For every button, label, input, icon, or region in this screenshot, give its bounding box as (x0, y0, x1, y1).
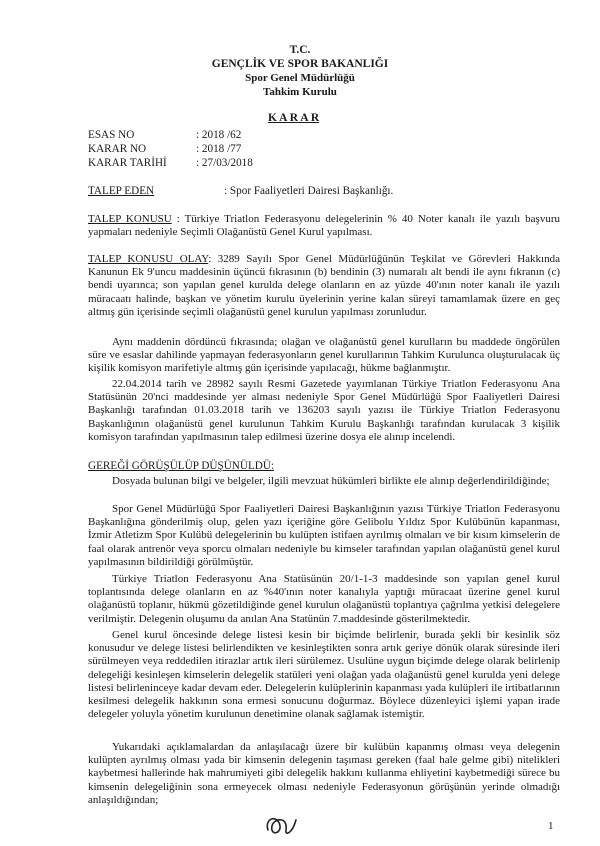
signature-mark (262, 808, 302, 842)
talep-konusu-text: : Türkiye Triatlon Federasyonu delegelerinin % 40 Noter kanalı ile yazılı başvuru yapmaları nedeniyle Seçimli Olağanüstü Genel Kurul yapılması. (88, 213, 560, 239)
karar-tarihi-label: KARAR TARİHİ (88, 157, 167, 169)
gereği-p1: Dosyada bulunan bilgi ve belgeler, ilgili mevzuat hükümleri birlikte ele alınıp değerlendirildiğinde; (112, 475, 550, 487)
karar-no-label: KARAR NO (88, 143, 147, 155)
header-tc: T.C. (289, 44, 311, 56)
olay-p1: : 3289 Sayılı Spor Genel Müdürlüğünün Teşkilat ve Görevleri Hakkında Kanunun Ek 9'uncu maddesinin üçüncü fıkrasının (b) bendinin (3) numaralı alt bendi ile aynı fıkranın (c) bendi uyarınca; son yapılan genel kurulda delege olanların en az yüzde 40'ının noter kanalı ile yazılı müracaatı halinde, başkan ve yönetim kurulu üyelerinin yerine kalan süreyi tamamlamak üzere en geç altmış gün içerisinde seçimli olağanüstü genel kurulun yapılması zorunludur. (88, 253, 560, 318)
talep-konusu-block (88, 213, 560, 239)
olay-block-1 (88, 253, 560, 319)
esas-value: : 2018 /62 (196, 129, 242, 141)
page-number: 1 (548, 820, 554, 832)
gereği-p2: Spor Genel Müdürlüğü Spor Faaliyetleri Dairesi Başkanlığının yazısı Türkiye Triatlon Federasyonu Başkanlığına gönderilmiş olup, gelen yazı içeriğine göre Gelibolu Yıldız Spor Kulübünün kapanması, İzmir Atletizm Spor Kulübü delegelerinin bu kulüpten istifaen ayrılmış olmaları ve bir kısım kimselerin de faal olarak antrenör veya sporcu olmaları nedeniyle bu kimseler tarafından yapılan olağanüstü genel kurul yapılmasının bildirildiği görülmüştür. (88, 503, 560, 568)
gereği-p3: Türkiye Triatlon Federasyonu Ana Statüsünün 20/1-1-3 maddesinde son yapılan genel kurul toplantısında delege olanların en az %40'ının noter kanalıyla yaptığı müracaat üzerine genel kurul olağanüstü toplanır, hükmü gözetildiğinde genel kurulun olağanüstü toplantıya çağrılma yetkisi delegelere verilmiştir. Delegenin oluşumu da anılan Ana Statünün 7.maddesinde gösterilmektedir. (88, 573, 560, 625)
olay-p3: 22.04.2014 tarih ve 28982 sayılı Resmi Gazetede yayımlanan Türkiye Triatlon Federasyonu Ana Statüsünün 20'nci maddesinde yer alması nedeniyle Spor Genel Müdürlüğü Spor Faaliyetleri Dairesi Başkanlığı tarafından 01.03.2018 tarih ve 136203 sayılı yazısı ile Türkiye Triatlon Federasyonu Başkanlığının olağanüstü genel kurulunun Tahkim Kurulu Başkanlığı tarafından kurulacak 3 kişilik komisyon tarafından yapılmasının talep edilmesi üzerine dosya ele alınıp incelendi. (88, 378, 560, 443)
header-ministry: GENÇLİK VE SPOR BAKANLIĞI (211, 58, 389, 70)
esas-label: ESAS NO (88, 129, 135, 141)
header-board: Tahkim Kurulu (263, 86, 337, 98)
doc-type-title: K A R A R (268, 112, 320, 124)
olay-p2: Aynı maddenin dördüncü fıkrasında; olağan ve olağanüstü genel kurulların bu maddede öngörülen süre ve esaslar dahilinde yapmayan federasyonların genel kurullarının Tahkim Kurulunca oluşturulacak üç kişilik komisyon marifetiyle altmış gün içerisinde yapılacağı, hükme bağlanmıştır. (88, 336, 560, 375)
karar-no-value: : 2018 /77 (196, 143, 242, 155)
gereği-p5: Yukarıdaki açıklamalardan da anlaşılacağı üzere bir kulübün kapanmış olması veya delegenin kulüpten ayrılmış olması yada bir kimsenin delegenin taşıması gereken (faal hale gelme gibi) nitelikleri kaybetmesi hallerinde hak mahrumiyeti gibi delegelik hakkını kullanma ehliyetini kaybetmediği sürece bu kimsenin delegeliğinin sona ermeyecek olması nedeniyle Federasyonun görüşünün yerinde olmadığı anlaşıldığından; (88, 741, 560, 806)
gereği-p4: Genel kurul öncesinde delege listesi kesin bir biçimde belirlenir, burada şekli bir kesinlik söz konusudur ve delege listesi belirlendikten ve kesinleştikten sonra artık geriye dönük olarak süresinde ileri sürülmeyen veya reddedilen itirazlar artık ileri sürülemez. Usulüne uygun biçimde delege olarak belirlenip delegeliği kesinleşen kimselerin delegelik statüleri yeni olağan yada olağanüstü genel kurulda yeni delege listesi belirleninceye kadar devam eder. Delegelerin kulüplerinin kapanması yada kulüpleri ile irtibatlarının kesilmesi delegelik hakkının sona ermesi sonucunu doğurmaz. Böylece düzenleyici işlemi yapan irade delegeler yoluyla yönetim kurulunun denetimine olanak sağlamak istemiştir. (88, 629, 560, 721)
talep-eden-value: : Spor Faaliyetleri Dairesi Başkanlığı. (224, 185, 394, 197)
gereği-label: GEREĞİ GÖRÜŞÜLÜP DÜŞÜNÜLDÜ: (88, 460, 275, 472)
header-directorate: Spor Genel Müdürlüğü (245, 72, 355, 84)
karar-tarihi-value: : 27/03/2018 (196, 157, 253, 169)
olay-label: TALEP KONUSU OLAY (88, 253, 209, 265)
talep-eden-label: TALEP EDEN (88, 185, 155, 197)
talep-konusu-label: TALEP KONUSU (88, 213, 172, 225)
